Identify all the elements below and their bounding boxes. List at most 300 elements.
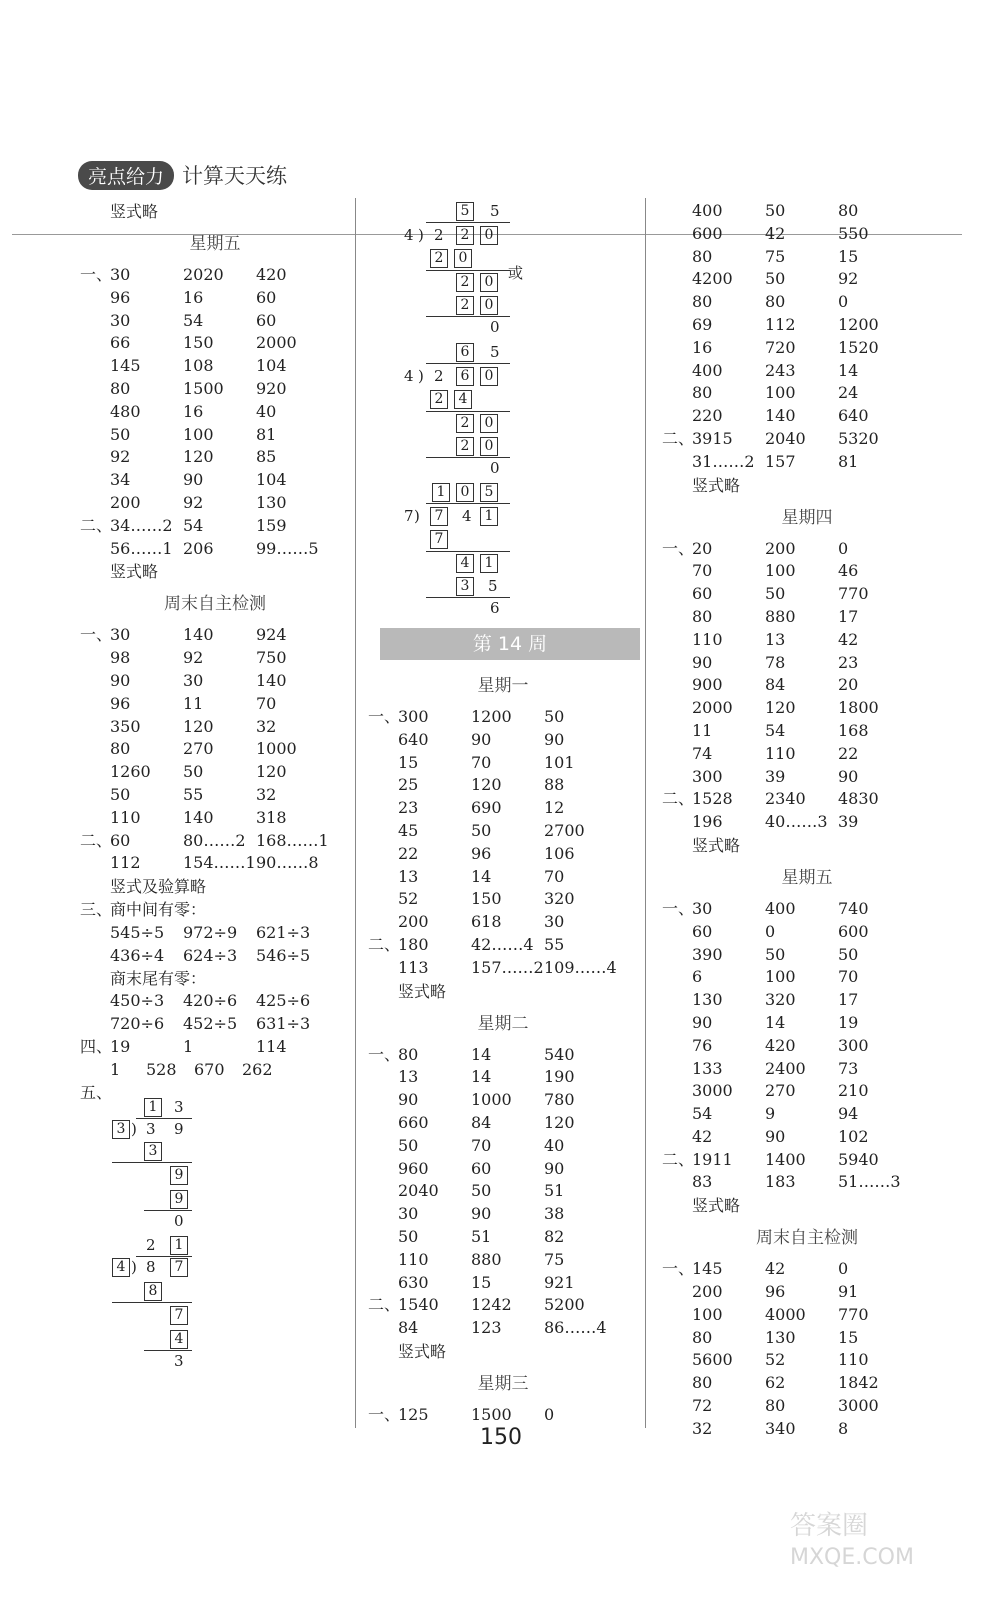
answer-cell: 42	[692, 1126, 713, 1146]
answer-cell: 924	[256, 625, 287, 645]
answer-cell: 120	[256, 762, 287, 782]
answer-row	[80, 990, 350, 1013]
answer-cell: 2340	[765, 789, 806, 809]
answer-cell: 100	[765, 561, 796, 581]
answer-cell: 52	[398, 889, 419, 909]
dividend-digit: 2	[434, 226, 444, 244]
answer-cell: 400	[692, 360, 723, 380]
answer-cell: 320	[765, 990, 796, 1010]
answer-cell: 50	[471, 820, 492, 840]
answer-cell: 90	[544, 1158, 565, 1178]
answer-row	[80, 693, 350, 716]
note: 竖式略	[692, 475, 741, 495]
step-box: 1	[480, 554, 498, 573]
answer-row	[662, 1418, 952, 1441]
answer-cell: 14	[765, 1012, 786, 1032]
answer-cell: 14	[471, 1044, 492, 1064]
answer-cell: 243	[765, 360, 796, 380]
answer-row	[80, 469, 350, 492]
answer-cell: 22	[398, 843, 419, 863]
answer-cell: 630	[398, 1272, 429, 1292]
answer-cell: 88	[544, 775, 565, 795]
answer-cell: 114	[256, 1036, 287, 1056]
answer-cell: 2040	[765, 428, 806, 448]
answer-group	[80, 515, 350, 561]
answer-cell: 183	[765, 1172, 796, 1192]
question-label: 一、	[662, 538, 695, 558]
answer-cell: 54	[183, 515, 204, 535]
answer-cell: 157……2	[471, 957, 544, 977]
answer-row	[80, 446, 350, 469]
answer-cell: 8	[838, 1418, 849, 1438]
answer-cell: 750	[256, 648, 287, 668]
answer-cell: 80……2	[183, 830, 246, 850]
question-label: 一、	[80, 265, 113, 284]
question-label: 一、	[80, 625, 113, 645]
answer-cell: 5600	[692, 1350, 733, 1370]
answer-row	[80, 401, 350, 424]
answer-cell: 262	[242, 1059, 273, 1079]
answer-row	[368, 706, 638, 729]
answer-cell: 14	[471, 866, 492, 886]
answer-group	[80, 990, 350, 1036]
answer-row	[80, 287, 350, 310]
answer-cell: 168	[838, 720, 869, 740]
section-title: 星期一	[477, 676, 529, 696]
answer-cell: 110	[765, 743, 796, 763]
answer-cell: 618	[471, 912, 502, 932]
answer-cell: 73	[838, 1058, 859, 1078]
answer-cell: 50	[398, 1226, 419, 1246]
quotient-box: 1	[170, 1236, 188, 1255]
answer-row	[368, 1404, 638, 1427]
remainder: 0	[490, 318, 500, 336]
answer-cell: 70	[256, 693, 277, 713]
answer-cell: 780	[544, 1090, 575, 1110]
question-label: 三、	[80, 900, 113, 920]
answer-cell: 90	[765, 1126, 786, 1146]
quotient-box: 1	[432, 483, 450, 502]
answer-cell: 101	[544, 752, 575, 772]
answer-row	[662, 788, 952, 811]
answer-row	[662, 451, 952, 474]
answer-row	[662, 223, 952, 246]
answer-cell: 50	[110, 424, 131, 444]
dividend-box: 7	[170, 1258, 188, 1277]
answer-cell: 921	[544, 1272, 575, 1292]
answer-cell: 420÷6	[183, 991, 238, 1011]
answer-cell: 51	[544, 1181, 565, 1201]
answer-column-3	[662, 200, 952, 1441]
note: 竖式略	[692, 1196, 741, 1216]
answer-cell: 3000	[838, 1396, 879, 1416]
answer-row	[368, 1112, 638, 1135]
answer-cell: 50	[544, 707, 565, 726]
answer-row	[662, 1171, 952, 1194]
answer-cell: 2040	[398, 1181, 439, 1201]
quotient-box: 6	[456, 343, 474, 362]
answer-cell: 2000	[256, 333, 297, 353]
answer-cell: 113	[398, 957, 429, 977]
answer-cell: 5320	[838, 428, 879, 448]
answer-cell: 1500	[183, 378, 224, 398]
answer-group	[662, 1149, 952, 1195]
dividend-digit: 8	[146, 1258, 156, 1276]
answer-group	[368, 706, 638, 934]
answer-row	[662, 1281, 952, 1304]
answer-cell: 340	[765, 1418, 796, 1438]
answer-cell: 85	[256, 447, 277, 467]
answer-row	[662, 1012, 952, 1035]
answer-cell: 13	[765, 629, 786, 649]
answer-cell: 39	[838, 812, 859, 832]
answer-cell: 90	[471, 1204, 492, 1224]
answer-cell: 51……3	[838, 1172, 901, 1192]
answer-row	[80, 852, 350, 875]
answer-cell: 140	[256, 670, 287, 690]
answer-cell: 110	[110, 807, 141, 827]
sub-heading: 商中间有零：	[110, 900, 207, 920]
quotient-digit: 5	[490, 343, 500, 361]
answer-cell: 120	[183, 716, 214, 736]
answer-row	[662, 291, 952, 314]
answer-cell: 15	[398, 752, 419, 772]
answer-row	[662, 1372, 952, 1395]
answer-row	[368, 729, 638, 752]
answer-cell: 1520	[838, 337, 879, 357]
answer-cell: 81	[838, 451, 859, 471]
answer-cell: 80	[765, 1396, 786, 1416]
answer-cell: 92	[838, 269, 859, 289]
dividend-box: 0	[480, 226, 498, 245]
quotient-box: 5	[456, 202, 474, 221]
answer-cell: 15	[838, 246, 859, 266]
question-label: 四、	[80, 1036, 113, 1056]
answer-cell: 54	[183, 310, 204, 330]
answer-cell: 54	[692, 1104, 713, 1124]
long-division-a: 5 5 4 ) 2 2 0 2 0 2 0 或 2 0 0	[404, 202, 524, 336]
answer-row	[80, 1036, 350, 1059]
remainder: 0	[174, 1212, 184, 1230]
divisor: 4	[404, 226, 414, 244]
divisor-box: 3	[112, 1120, 130, 1139]
answer-cell: 50	[110, 784, 131, 804]
brand-badge: 亮点给力	[78, 161, 174, 190]
step-box: 0	[480, 273, 498, 292]
answer-cell: 400	[765, 898, 796, 918]
answer-cell: 90	[398, 1090, 419, 1110]
note: 竖式略	[110, 202, 159, 221]
section-title: 星期五	[189, 234, 241, 254]
answer-row	[368, 820, 638, 843]
step-box: 9	[170, 1190, 188, 1209]
answer-cell: 80	[692, 1327, 713, 1347]
question-label: 二、	[662, 789, 695, 809]
answer-row	[368, 1066, 638, 1089]
answer-row	[80, 738, 350, 761]
remainder: 0	[490, 459, 500, 477]
answer-cell: 150	[183, 333, 214, 353]
answer-cell: 42……4	[471, 934, 534, 954]
answer-cell: 55	[544, 934, 565, 954]
answer-cell: 120	[765, 698, 796, 718]
answer-row	[662, 944, 952, 967]
answer-cell: 96	[110, 287, 131, 307]
answer-cell: 50	[398, 1135, 419, 1155]
answer-group	[662, 788, 952, 834]
long-division-2: 2 1 4 ) 8 7 8 7 4 3	[108, 1236, 218, 1376]
answer-cell: 1	[110, 1059, 121, 1079]
answer-cell: 425÷6	[256, 991, 311, 1011]
answer-row	[662, 1349, 952, 1372]
answer-cell: 180	[398, 934, 429, 954]
answer-row	[662, 743, 952, 766]
question-label: 二、	[662, 1149, 695, 1169]
answer-cell: 157	[765, 451, 796, 471]
answer-cell: 30	[110, 310, 131, 330]
answer-cell: 50	[765, 201, 786, 220]
answer-group	[368, 1044, 638, 1295]
answer-row	[80, 647, 350, 670]
answer-cell: 130	[692, 990, 723, 1010]
answer-cell: 60	[110, 830, 131, 850]
answer-cell: 12	[544, 798, 565, 818]
answer-row	[662, 1035, 952, 1058]
answer-cell: 0	[838, 292, 849, 312]
answer-cell: 1400	[765, 1149, 806, 1169]
answer-cell: 972÷9	[183, 922, 238, 942]
answer-cell: 420	[256, 265, 287, 284]
step-box: 4	[456, 554, 474, 573]
answer-group	[662, 200, 952, 428]
answer-cell: 190	[544, 1067, 575, 1087]
answer-cell: 123	[471, 1318, 502, 1338]
answer-cell: 78	[765, 652, 786, 672]
answer-row	[80, 968, 350, 991]
answer-cell: 96	[471, 843, 492, 863]
answer-cell: 84	[471, 1112, 492, 1132]
answer-cell: 75	[765, 246, 786, 266]
step-box: 8	[144, 1282, 162, 1301]
answer-row	[662, 1126, 952, 1149]
answer-column-2	[368, 620, 638, 1427]
answer-cell: 2400	[765, 1058, 806, 1078]
answer-group	[662, 898, 952, 1149]
answer-group	[662, 1258, 952, 1440]
answer-cell: 16	[692, 337, 713, 357]
answer-cell: 770	[838, 584, 869, 604]
answer-cell: 84	[398, 1318, 419, 1338]
answer-row	[80, 807, 350, 830]
step-box: 2	[456, 414, 474, 433]
answer-cell: 90	[471, 729, 492, 749]
answer-cell: 55	[183, 784, 204, 804]
answer-cell: 740	[838, 898, 869, 918]
answer-cell: 624÷3	[183, 945, 238, 965]
answer-cell: 3000	[692, 1081, 733, 1101]
answer-cell: 90	[838, 766, 859, 786]
answer-row	[662, 1258, 952, 1281]
answer-cell: 104	[256, 470, 287, 490]
answer-cell: 200	[398, 912, 429, 932]
answer-cell: 80	[838, 201, 859, 220]
answer-cell: 108	[183, 356, 214, 376]
answer-row	[80, 378, 350, 401]
section-title: 星期五	[781, 867, 833, 888]
answer-cell: 17	[838, 990, 859, 1010]
answer-cell: 130	[256, 492, 287, 512]
answer-cell: 154……1	[183, 853, 256, 873]
answer-cell: 540	[544, 1044, 575, 1064]
answer-cell: 109……4	[544, 957, 617, 977]
answer-row	[662, 405, 952, 428]
answer-row	[662, 538, 952, 561]
answer-cell: 80	[110, 739, 131, 759]
answer-cell: 270	[765, 1081, 796, 1101]
dividend-box: 7	[430, 507, 448, 526]
answer-cell: 20	[692, 538, 713, 558]
answer-group	[368, 1404, 638, 1427]
answer-row	[80, 355, 350, 378]
step-box: 7	[170, 1306, 188, 1325]
answer-cell: 4000	[765, 1304, 806, 1324]
answer-row	[662, 1080, 952, 1103]
quotient-box: 0	[456, 483, 474, 502]
answer-cell: 25	[398, 775, 419, 795]
answer-cell: 112	[110, 853, 141, 873]
answer-cell: 14	[471, 1067, 492, 1087]
step-box: 0	[480, 296, 498, 315]
answer-cell: 1540	[398, 1295, 439, 1315]
answer-cell: 1000	[471, 1090, 512, 1110]
answer-cell: 42	[765, 223, 786, 243]
answer-cell: 54	[765, 720, 786, 740]
step-box: 4	[454, 390, 472, 409]
answer-row	[662, 200, 952, 223]
question-label: 一、	[368, 707, 401, 726]
answer-cell: 880	[765, 606, 796, 626]
answer-cell: 1500	[471, 1404, 512, 1424]
answer-cell: 14	[838, 360, 859, 380]
answer-row	[662, 360, 952, 383]
long-division-1: 1 3 3 ) 3 9 3 9 9 0	[108, 1098, 218, 1238]
answer-cell: 94	[838, 1104, 859, 1124]
answer-cell: 92	[183, 492, 204, 512]
answer-row	[662, 268, 952, 291]
answer-cell: 2020	[183, 265, 224, 284]
question-label: 二、	[662, 428, 695, 448]
step-box: 2	[430, 390, 448, 409]
answer-cell: 30	[110, 625, 131, 645]
answer-row	[80, 945, 350, 968]
answer-cell: 13	[398, 866, 419, 886]
answer-cell: 66	[110, 333, 131, 353]
answer-cell: 390	[692, 944, 723, 964]
answer-row	[662, 314, 952, 337]
answer-cell: 70	[471, 1135, 492, 1155]
answer-group	[80, 264, 350, 515]
answer-cell: 102	[838, 1126, 869, 1146]
answer-cell: 150	[471, 889, 502, 909]
answer-cell: 528	[146, 1059, 177, 1079]
answer-cell: 621÷3	[256, 922, 311, 942]
answer-cell: 120	[471, 775, 502, 795]
answer-row	[80, 264, 350, 287]
answer-row	[662, 382, 952, 405]
answer-row	[662, 989, 952, 1012]
answer-cell: 90	[544, 729, 565, 749]
answer-cell: 99……5	[256, 538, 319, 558]
answer-cell: 1911	[692, 1149, 733, 1169]
dividend-digit: 9	[174, 1120, 184, 1138]
answer-cell: 70	[838, 967, 859, 987]
answer-cell: 22	[838, 743, 859, 763]
answer-row	[368, 1249, 638, 1272]
step-box: 0	[454, 249, 472, 268]
step-digit: 5	[488, 577, 498, 595]
answer-row	[368, 866, 638, 889]
answer-cell: 30	[544, 912, 565, 932]
answer-cell: 159	[256, 515, 287, 535]
week-banner: 第 14 周	[380, 628, 640, 660]
answer-cell: 0	[544, 1404, 555, 1424]
answer-cell: 206	[183, 538, 214, 558]
answer-cell: 74	[692, 743, 713, 763]
answer-cell: 550	[838, 223, 869, 243]
answer-cell: 1000	[256, 739, 297, 759]
answer-cell: 15	[838, 1327, 859, 1347]
answer-cell: 32	[256, 784, 277, 804]
answer-cell: 90	[692, 1012, 713, 1032]
answer-cell: 145	[692, 1259, 723, 1279]
answer-row	[662, 1395, 952, 1418]
answer-cell: 400	[692, 201, 723, 220]
answer-cell: 100	[765, 967, 796, 987]
page-number: 150	[480, 1425, 522, 1450]
answer-cell: 82	[544, 1226, 565, 1246]
answer-cell: 1800	[838, 698, 879, 718]
answer-cell: 19	[110, 1036, 131, 1056]
answer-cell: 90……8	[256, 853, 319, 873]
answer-row	[662, 629, 952, 652]
quotient-digit: 5	[490, 202, 500, 220]
answer-row	[662, 246, 952, 269]
answer-cell: 16	[183, 401, 204, 421]
answer-cell: 9	[765, 1104, 776, 1124]
answer-cell: 436÷4	[110, 945, 165, 965]
answer-cell: 300	[838, 1035, 869, 1055]
answer-cell: 40	[256, 401, 277, 421]
answer-cell: 1528	[692, 789, 733, 809]
answer-row	[662, 1149, 952, 1172]
answer-cell: 100	[183, 424, 214, 444]
answer-group	[368, 1294, 638, 1340]
answer-cell: 81	[256, 424, 277, 444]
answer-cell: 70	[471, 752, 492, 772]
sub-heading: 商末尾有零：	[110, 968, 207, 988]
answer-cell: 80	[692, 246, 713, 266]
answer-row	[368, 774, 638, 797]
answer-cell: 52	[765, 1350, 786, 1370]
answer-row	[662, 697, 952, 720]
answer-cell: 960	[398, 1158, 429, 1178]
answer-cell: 30	[398, 1204, 419, 1224]
answer-group	[80, 922, 350, 968]
answer-row	[662, 337, 952, 360]
answer-cell: 56……1	[110, 538, 173, 558]
section-title: 星期二	[477, 1013, 529, 1034]
answer-cell: 42	[838, 629, 859, 649]
